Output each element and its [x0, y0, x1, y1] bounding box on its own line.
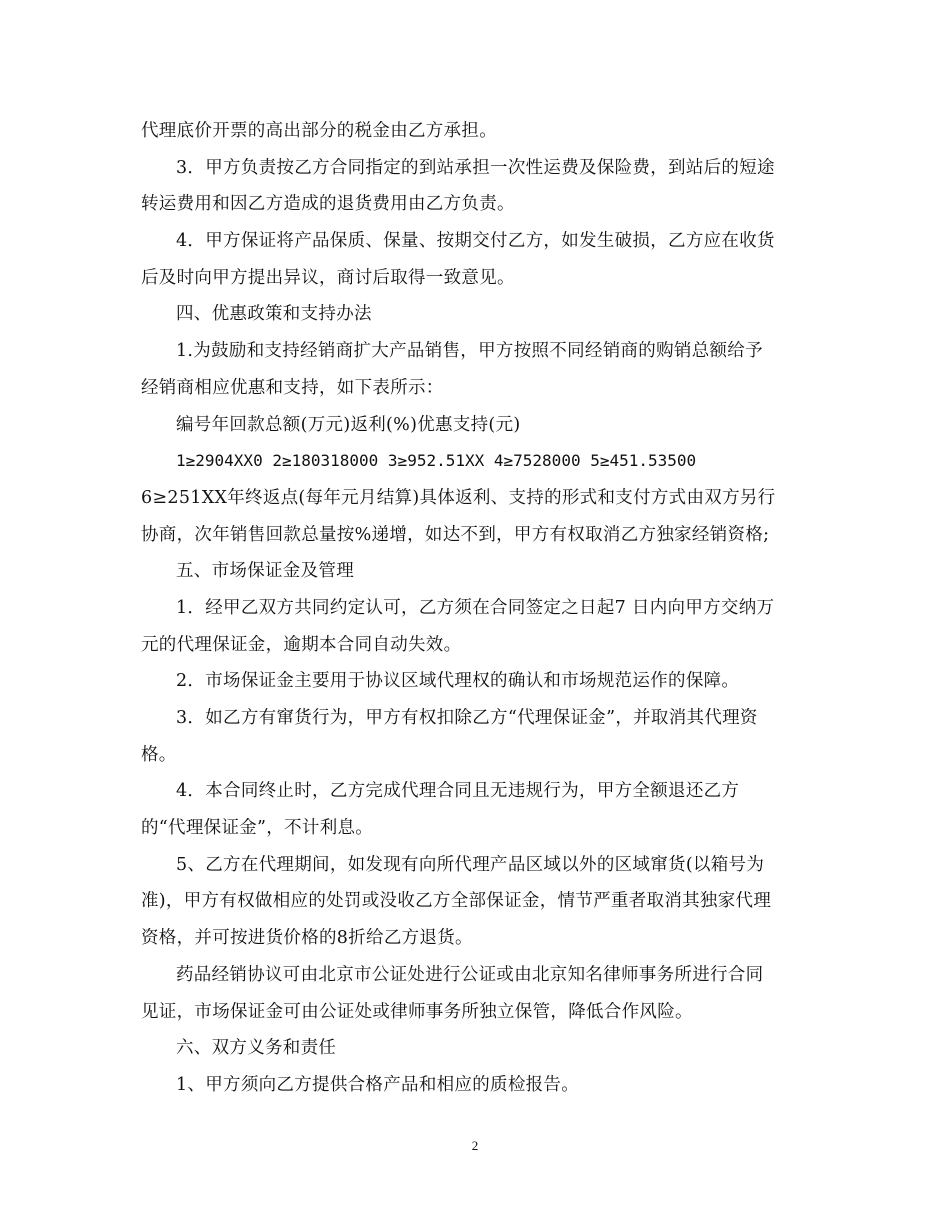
page-number: 2	[471, 1138, 479, 1153]
clause-3-line: 3．如乙方有窜货行为，甲方有权扣除乙方“代理保证金”，并取消其代理资	[176, 708, 758, 728]
paragraph-line: 的“代理保证金”，不计利息。	[141, 818, 374, 839]
section-heading: 四、优惠政策和支持办法	[176, 304, 372, 325]
table-values-line: 1≥2904XX0 2≥180318000 3≥952.51XX 4≥7528000 5≥451.53500	[176, 451, 697, 471]
paragraph-line: 6≥251XX年终返点(每年元月结算)具体返利、支持的形式和支付方式由双方另行	[141, 487, 776, 508]
paragraph-line: 药品经销协议可由北京市公证处进行公证或由北京知名律师事务所进行合同	[176, 964, 764, 985]
clause-2-line: 2．市场保证金主要用于协议区域代理权的确认和市场规范运作的保障。	[176, 671, 740, 692]
clause-1-line: 1．经甲乙双方共同约定认可，乙方须在合同签定之日起7 日内向甲方交纳万	[176, 597, 775, 618]
table-header-line: 编号年回款总额(万元)返利(%)优惠支持(元)	[176, 414, 521, 435]
paragraph-line: 后及时向甲方提出异议，商讨后取得一致意见。	[141, 267, 515, 288]
paragraph-line: 准)，甲方有权做相应的处罚或没收乙方全部保证金，情节严重者取消其独家代理	[141, 891, 772, 912]
document-body	[141, 113, 811, 1104]
paragraph-line: 格。	[141, 744, 177, 765]
clause-5-line: 5、乙方在代理期间，如发现有向所代理产品区域以外的区域窜货(以箱号为	[176, 854, 765, 875]
clause-4-line: 4．甲方保证将产品保质、保量、按期交付乙方，如发生破损，乙方应在收货	[176, 231, 775, 252]
section-heading: 六、双方义务和责任	[176, 1038, 337, 1059]
clause-1-line: 1.为鼓励和支持经销商扩大产品销售，甲方按照不同经销商的购销总额给予	[176, 341, 763, 362]
paragraph-line: 转运费用和因乙方造成的退货费用由乙方负责。	[141, 194, 515, 215]
clause-3-line: 3．甲方负责按乙方合同指定的到站承担一次性运费及保险费，到站后的短途	[176, 157, 775, 178]
section-heading: 五、市场保证金及管理	[176, 561, 354, 582]
paragraph-line: 代理底价开票的高出部分的税金由乙方承担。	[141, 121, 497, 141]
clause-4-line: 4．本合同终止时，乙方完成代理合同且无违规行为，甲方全额退还乙方	[176, 781, 740, 802]
paragraph-line: 资格，并可按进货价格的8折给乙方退货。	[141, 928, 473, 949]
paragraph-line: 元的代理保证金，逾期本合同自动失效。	[141, 634, 462, 655]
clause-1-line: 1、甲方须向乙方提供合格产品和相应的质检报告。	[176, 1074, 580, 1095]
paragraph-line: 协商，次年销售回款总量按%递增，如达不到，甲方有权取消乙方独家经销资格;	[141, 524, 770, 545]
paragraph-line: 经销商相应优惠和支持，如下表所示：	[141, 377, 444, 398]
paragraph-line: 见证，市场保证金可由公证处或律师事务所独立保管，降低合作风险。	[141, 1001, 693, 1022]
